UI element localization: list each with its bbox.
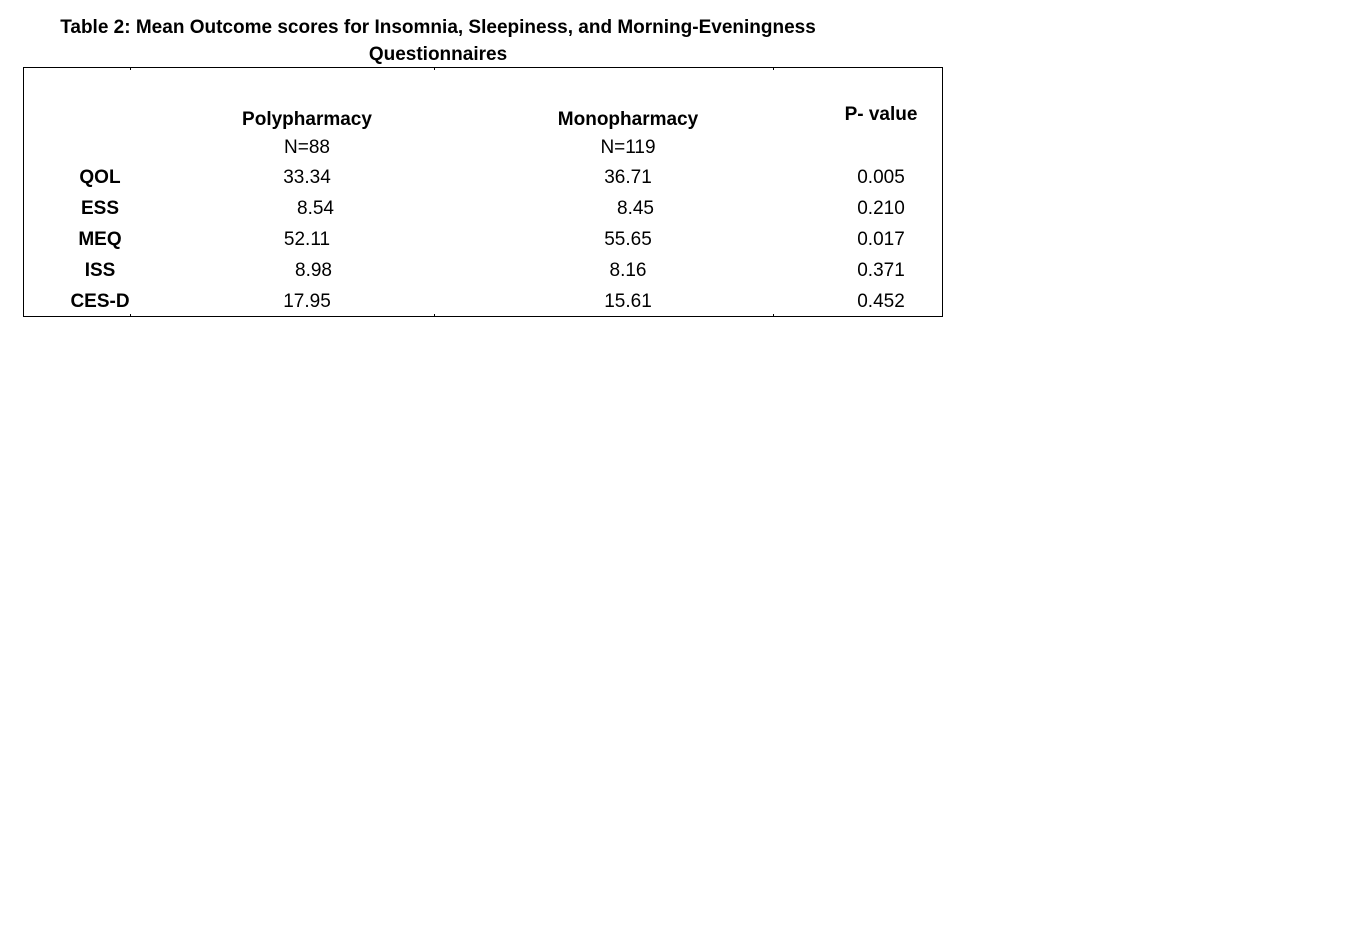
header-polypharmacy-n: N=88 <box>284 137 330 158</box>
border-tick <box>773 67 774 70</box>
title-line-2: Questionnaires <box>368 44 508 65</box>
outcome-table <box>23 67 943 317</box>
row-label-ces-d: CES-D <box>70 291 130 312</box>
cell-poly-ces-d: 17.95 <box>283 291 331 312</box>
header-p-value: P- value <box>844 104 918 125</box>
cell-poly-iss: 8.98 <box>295 260 332 281</box>
cell-mono-qol: 36.71 <box>604 167 652 188</box>
cell-p-iss: 0.371 <box>857 260 905 281</box>
cell-poly-qol: 33.34 <box>283 167 331 188</box>
cell-poly-meq: 52.11 <box>283 229 331 250</box>
cell-p-meq: 0.017 <box>857 229 905 250</box>
cell-mono-ces-d: 15.61 <box>604 291 652 312</box>
row-label-qol: QOL <box>79 167 121 188</box>
border-tick <box>130 314 131 317</box>
header-monopharmacy: Monopharmacy <box>557 109 699 130</box>
border-tick <box>434 314 435 317</box>
border-tick <box>773 314 774 317</box>
cell-p-ces-d: 0.452 <box>857 291 905 312</box>
header-monopharmacy-n: N=119 <box>600 137 656 158</box>
row-label-meq: MEQ <box>78 229 122 250</box>
cell-mono-ess: 8.45 <box>617 198 654 219</box>
table-title <box>40 14 836 68</box>
cell-p-qol: 0.005 <box>857 167 905 188</box>
border-tick <box>130 67 131 70</box>
border-tick <box>434 67 435 70</box>
cell-mono-meq: 55.65 <box>604 229 652 250</box>
row-label-iss: ISS <box>84 260 116 281</box>
cell-p-ess: 0.210 <box>857 198 905 219</box>
row-label-ess: ESS <box>80 198 120 219</box>
header-polypharmacy: Polypharmacy <box>242 109 372 130</box>
cell-mono-iss: 8.16 <box>609 260 647 281</box>
title-line-1: Table 2: Mean Outcome scores for Insomnia, Sleepiness, and Morning-Eveningness <box>60 17 816 38</box>
cell-poly-ess: 8.54 <box>297 198 334 219</box>
